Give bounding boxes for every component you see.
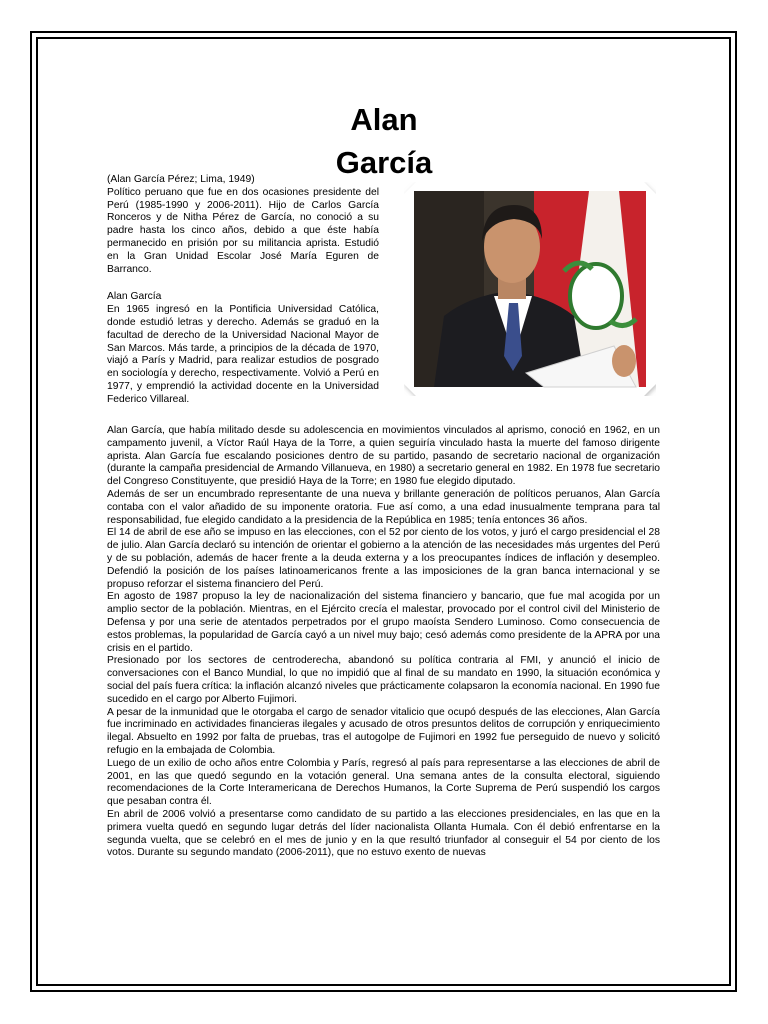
biography-body	[107, 425, 660, 860]
body-paragraph: En abril de 2006 volvió a presentarse como candidato de su partido a las elecciones presidenciales, en las que en la primera vuelta quedó en segundo lugar detrás del líder nacionalista Ollanta Humala. Con él debió enfrentarse en la segunda vuelta, que se celebró en el mes de junio y en la que resultó triunfador al conseguir el 54 por ciento de los votos. Durante su segundo mandato (2006-2011), que no estuvo exento de nuevas	[107, 808, 660, 859]
body-paragraph: Luego de un exilio de ocho años entre Colombia y París, regresó al país para representarse a las elecciones de abril de 2001, en las que quedó segundo en la votación general. Una semana antes de la consulta electoral, siguiendo recomendaciones de la Corte Interamericana de Derechos Humanos, la Corte Suprema de Perú suspendió los cargos que pesaban contra él.	[107, 757, 660, 808]
body-paragraph: Además de ser un encumbrado representante de una nueva y brillante generación de políticos peruanos, Alan García contaba con el valor añadido de su imponente oratoria. Fue así como, a una edad inusualmente temprana para tal responsabilidad, fue elegido candidato a la presidencia de la República en 1985; tenía entonces 36 años.	[107, 488, 660, 526]
body-paragraph: Alan García, que había militado desde su adolescencia en movimientos vinculados al aprismo, conoció en 1962, en un campamento juvenil, a Víctor Raúl Haya de la Torre, a quien seguiría vinculado hasta la muerte del famoso dirigente aprista. Alan García fue escalando posiciones dentro de su partido, pasando de secretario nacional de organización (durante la campaña presidencial de Armando Villanueva, en 1980) a secretario general en 1982. En 1978 fue secretario del Congreso Constituyente, que presidió Haya de la Torre; en 1980 fue elegido diputado.	[107, 425, 660, 488]
intro-column	[107, 174, 379, 407]
body-paragraph: El 14 de abril de ese año se impuso en las elecciones, con el 52 por ciento de los votos, y juró el cargo presidencial el 28 de julio. Alan García declaró su intención de orientar el gobierno a la atención de las necesidades más urgentes del Perú y de su población, además de hacer frente a la deuda externa y a los preocupantes índices de inflación y desempleo. Defendió la posición de los países latinoamericanos frente a las imposiciones de la gran banca internacional y se propuso reforzar el sistema financiero del Perú.	[107, 527, 660, 590]
education-paragraph: En 1965 ingresó en la Pontificia Universidad Católica, donde estudió letras y derecho. Además se graduó en la facultad de derecho de la Universidad Nacional Mayor de San Marcos. Más tarde, a principios de la década de 1970, viajó a París y Madrid, para realizar estudios de posgrado en sociología y derecho, respectivamente. Volvió a Perú en 1977, y emprendió la actividad docente en la Universidad Federico Villareal.	[107, 304, 379, 405]
body-paragraph: En agosto de 1987 propuso la ley de nacionalización del sistema financiero y bancario, que fue mal acogida por un amplio sector de la población. Mientras, en el Ejército crecía el malestar, provocado por el control civil del Ministerio de Defensa y por una serie de atentados perpetrados por el grupo maoísta Sendero Luminoso. Como consecuencia de estos problemas, la popularidad de García cayó a un nivel muy bajo; cesó además como presidente de la APRA por una crisis en el partido.	[107, 591, 660, 654]
section-heading: Alan García	[107, 291, 162, 303]
intro-paragraph: Político peruano que fue en dos ocasiones presidente del Perú (1985-1990 y 2006-2011). Hijo de Carlos García Ronceros y de Nitha Pérez de García, no conoció a su padre hasta los cinco años, debido a que éste había permanecido en prisión por su militancia aprista. Estudió en la Gran Unidad Escolar José María Eguren de Barranco.	[107, 186, 379, 275]
title-line-2: García	[335, 145, 433, 180]
body-paragraph: Presionado por los sectores de centroderecha, abandonó su política contraria al FMI, y anunció el inicio de conversaciones con el Banco Mundial, lo que no impidió que al final de su mandato en 1990, la situación económica y social del país fuera crítica: la inflación alcanzó niveles que prácticamente colapsaron la economía nacional. En 1990 fue sucedido en el cargo por Alberto Fujimori.	[107, 655, 660, 705]
portrait-photo	[404, 182, 656, 396]
title-line-1: Alan	[350, 102, 418, 137]
intro-dates: (Alan García Pérez; Lima, 1949)	[107, 174, 255, 185]
body-paragraph: A pesar de la inmunidad que le otorgaba el cargo de senador vitalicio que ocupó después de las elecciones, Alan García fue incriminado en actividades financieras ilegales y acusado de otros presuntos delitos de corrupción y enriquecimiento ilegal. Absuelto en 1992 por falta de pruebas, tras el autogolpe de Fujimori en 1992 fue perseguido de nuevo y solicitó refugio en la embajada de Colombia.	[107, 706, 660, 756]
page-title	[322, 98, 446, 184]
